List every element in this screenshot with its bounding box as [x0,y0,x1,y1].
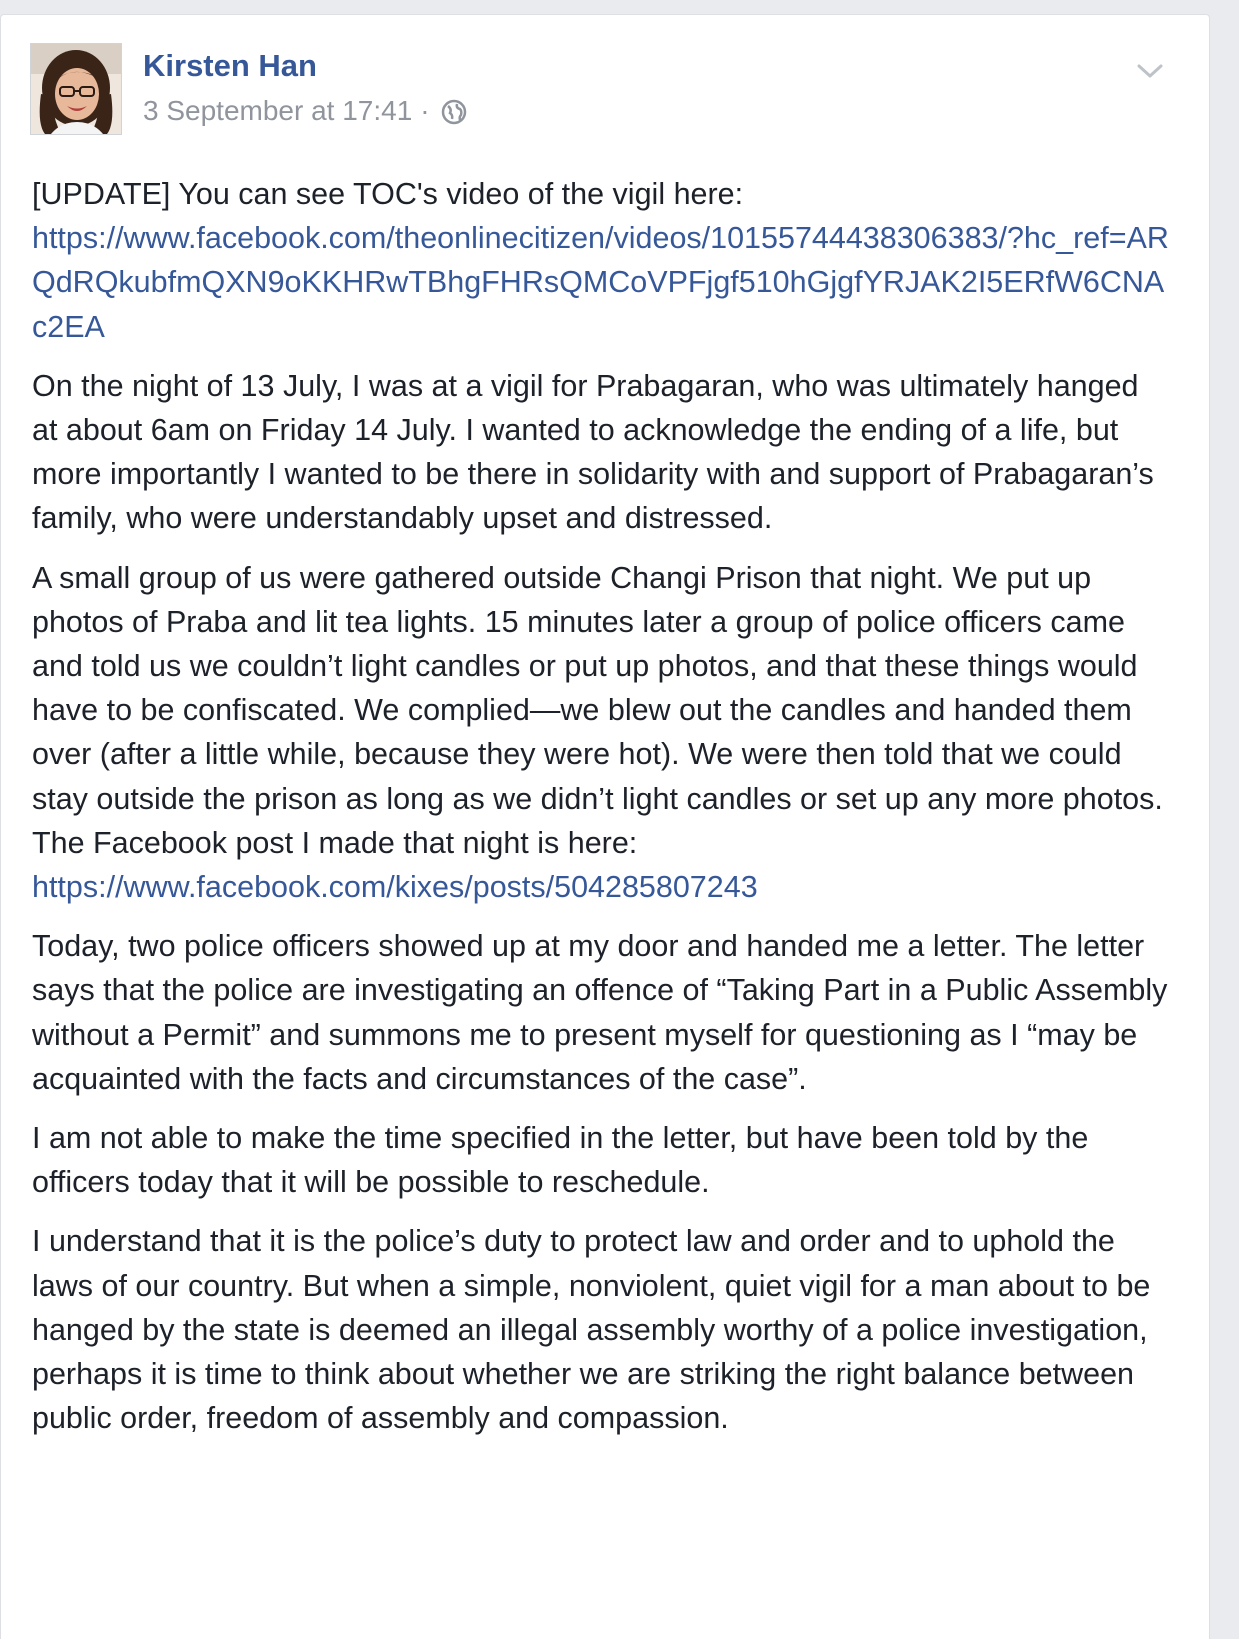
update-text: [UPDATE] You can see TOC's video of the vigil here: [32,177,744,211]
paragraph-vigil: On the night of 13 July, I was at a vigil for Prabagaran, who was ultimately hanged at about 6am on Friday 14 July. I wanted to acknowledge the ending of a life, but more importantly I wanted to be there in solidarity with and support of Prabagaran’s family, who were understandably upset and distressed. [32,368,1154,536]
avatar[interactable] [30,43,122,135]
post-card [0,14,1210,1639]
author-name[interactable]: Kirsten Han [143,48,317,83]
paragraph-letter: Today, two police officers showed up at my door and handed me a letter. The letter says that the police are investigating an offence of “Taking Part in a Public Assembly without a Permit” and summons me to present myself for questioning as I “may be acquainted with the facts and circumstances of the case”. [32,929,1168,1096]
facebook-post-link[interactable]: https://www.facebook.com/kixes/posts/504285807243 [32,870,758,905]
paragraph-conclusion: I understand that it is the police’s duty to protect law and order and to uphold the laws of our country. But when a simple, nonviolent, quiet vigil for a man about to be hanged by the state is deemed an illegal assembly worthy of a police investigation, perhaps it is time to think about whether we are striking the right balance between public order, freedom of assembly and compassion. [32,1224,1151,1436]
paragraph-changi-text: A small group of us were gathered outside Changi Prison that night. We put up photos of Praba and lit tea lights. 15 minutes later a group of police officers came and told us we couldn’t light candles or put up photos, and that these things would have to be confiscated. We complied—we blew out the candles and handed them over (after a little while, because they were hot). We were then told that we could stay outside the prison as long as we didn’t light candles or set up any more photos. The Facebook post I made that night is here: [32,560,1163,860]
post-timestamp[interactable]: 3 September at 17:41 [143,95,413,126]
avatar-photo [31,44,121,134]
paragraph-reschedule: I am not able to make the time specified in the letter, but have been told by the officers today that it will be possible to reschedule. [32,1121,1089,1200]
toc-video-link[interactable]: https://www.facebook.com/theonlinecitizen/videos/10155744438306383/?hc_ref=ARQdRQkubfmQXN9oKKHRwTBhgFHRsQMCoVPFjgf510hGjgfYRJAK2I5ERfW6CNAc2EA [32,221,1169,344]
post-body [32,172,1172,1455]
update-paragraph [32,172,1172,349]
paragraph-changi [32,556,1172,910]
post-meta [143,95,468,127]
meta-separator: · [420,95,430,126]
chevron-down-icon[interactable] [1135,59,1165,83]
globe-icon[interactable] [440,98,468,126]
